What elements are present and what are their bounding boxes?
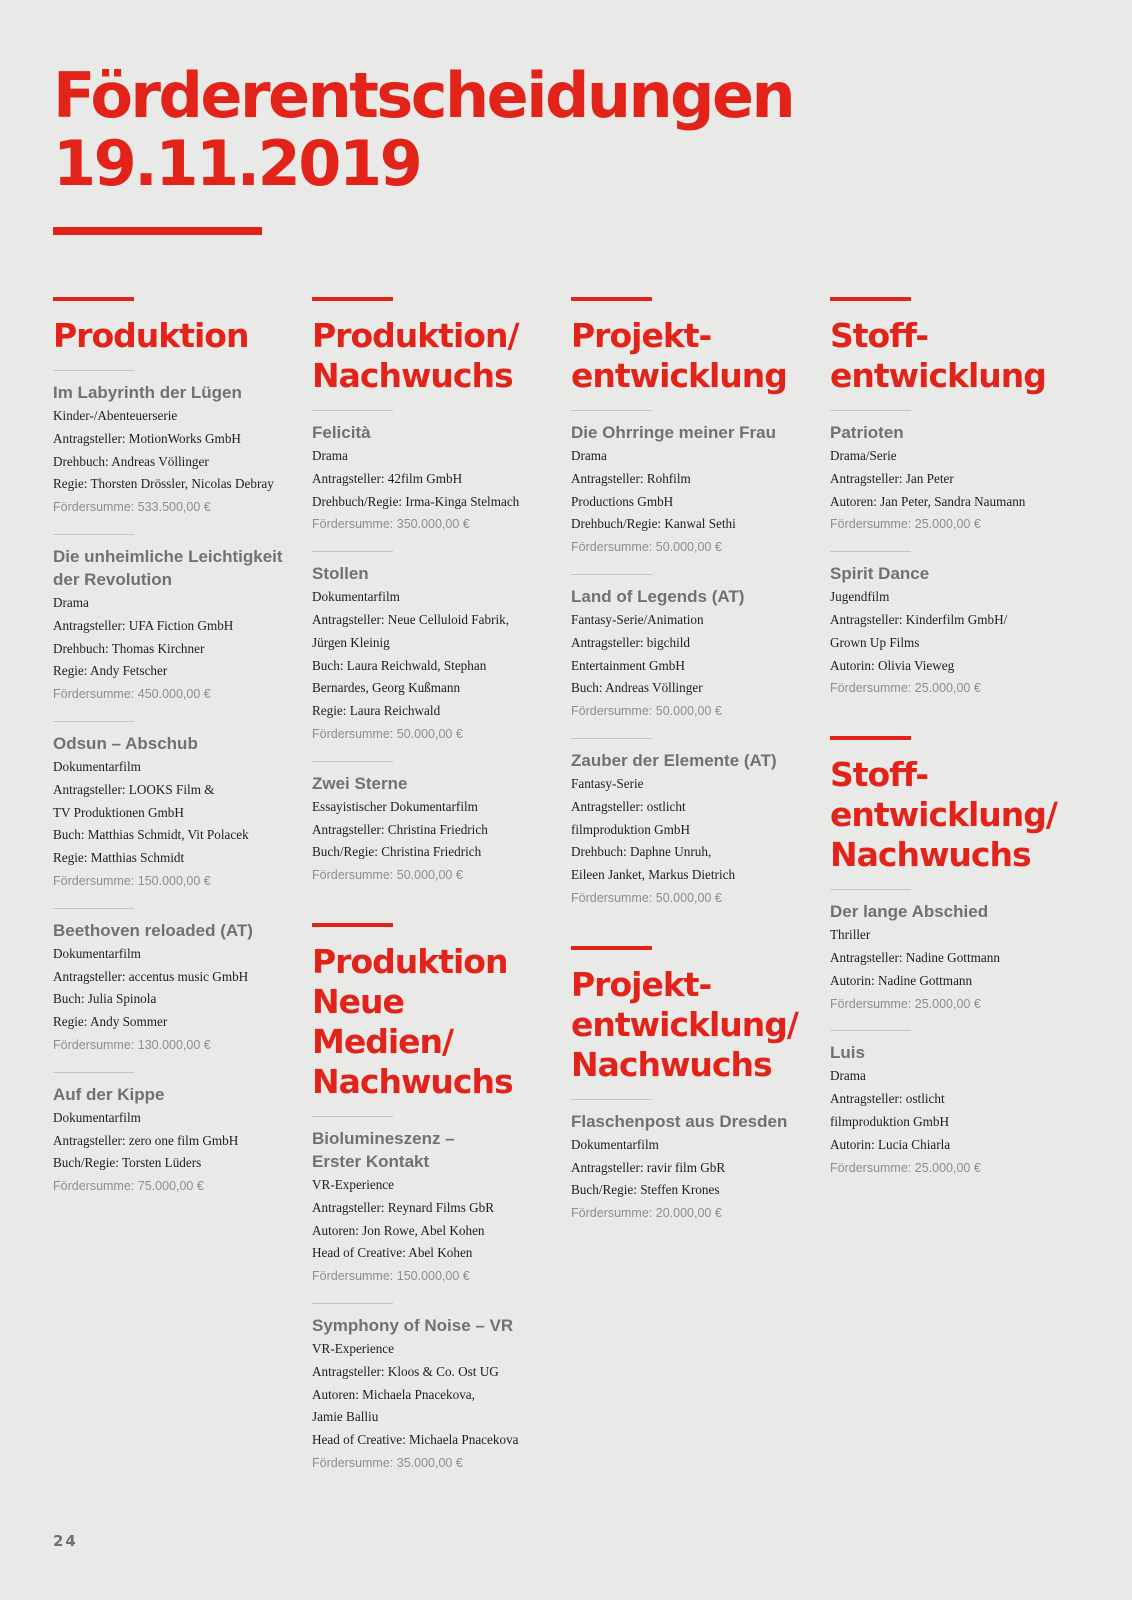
entry-detail: Thriller (830, 927, 871, 943)
funding-entry (312, 1116, 552, 1288)
entry-detail: Antragsteller: MotionWorks GmbH (53, 430, 241, 446)
entry-title: Zwei Sterne (312, 773, 408, 793)
entry-detail: filmproduktion GmbH (830, 1113, 950, 1129)
funding-amount: Fördersumme: 35.000,00 € (312, 1455, 463, 1470)
entry-detail: Antragsteller: Rohfilm (571, 470, 691, 486)
funding-amount: Fördersumme: 150.000,00 € (53, 873, 211, 888)
entry-detail: Antragsteller: ravir film GbR (571, 1159, 726, 1175)
entry-detail: Entertainment GmbH (571, 657, 685, 673)
funding-section (571, 297, 811, 910)
column-3 (571, 297, 811, 1261)
entry-detail: Antragsteller: Kloos & Co. Ost UG (312, 1363, 499, 1379)
entry-detail: Grown Up Films (830, 634, 920, 650)
entry-detail: Antragsteller: ostlicht (571, 798, 686, 814)
entry-divider (53, 908, 134, 909)
entry-detail: Buch: Laura Reichwald, Stephan (312, 657, 487, 673)
entry-detail: Dokumentarfilm (53, 1109, 141, 1125)
entry-detail: Drehbuch: Thomas Kirchner (53, 640, 205, 656)
funding-section (571, 946, 811, 1225)
entry-detail: Head of Creative: Michaela Pnacekova (312, 1432, 519, 1448)
funding-amount: Fördersumme: 25.000,00 € (830, 996, 981, 1011)
entry-detail: Dokumentarfilm (312, 589, 400, 605)
funding-amount: Fördersumme: 50.000,00 € (312, 868, 463, 883)
section-title: Produktion/ Nachwuchs (312, 316, 519, 395)
entry-detail: Autorin: Olivia Vieweg (830, 657, 955, 673)
entry-detail: Antragsteller: 42film GmbH (312, 470, 463, 486)
funding-entry (312, 551, 552, 746)
entry-detail: Antragsteller: zero one film GmbH (53, 1132, 239, 1148)
entry-detail: Antragsteller: Kinderfilm GmbH/ (830, 611, 1008, 627)
entry-divider (830, 410, 911, 411)
entry-divider (830, 1030, 911, 1031)
funding-entry (312, 1303, 552, 1475)
funding-entry (571, 574, 811, 723)
section-title: Stoff- entwicklung (830, 316, 1046, 395)
entry-detail: Antragsteller: bigchild (571, 634, 691, 650)
entry-detail: Jürgen Kleinig (312, 634, 390, 650)
funding-entry (53, 721, 293, 893)
entry-detail: Antragsteller: Neue Celluloid Fabrik, (312, 611, 510, 627)
entry-detail: Drama (830, 1068, 866, 1084)
entry-detail: Head of Creative: Abel Kohen (312, 1245, 473, 1261)
entry-detail: Dokumentarfilm (53, 945, 141, 961)
entry-detail: Dokumentarfilm (571, 1136, 659, 1152)
entry-detail: Buch/Regie: Torsten Lüders (53, 1155, 202, 1171)
entry-detail: Autorin: Lucia Chiarla (830, 1136, 951, 1152)
entry-title: Symphony of Noise – VR (312, 1315, 514, 1335)
title-underline (53, 227, 262, 235)
entry-divider (312, 1116, 393, 1117)
entry-title: Flaschenpost aus Dresden (571, 1111, 788, 1131)
funding-amount: Fördersumme: 25.000,00 € (830, 517, 981, 532)
entry-detail: Autorin: Nadine Gottmann (830, 972, 973, 988)
entry-detail: Autoren: Michaela Pnacekova, (312, 1386, 475, 1402)
entry-detail: Essayistischer Dokumentarfilm (312, 798, 478, 814)
entry-detail: Antragsteller: accentus music GmbH (53, 968, 249, 984)
section-title: Produktion (53, 316, 249, 355)
entry-detail: Antragsteller: Reynard Films GbR (312, 1199, 495, 1215)
entry-detail: Antragsteller: Christina Friedrich (312, 821, 488, 837)
entry-detail: Fantasy-Serie/Animation (571, 611, 704, 627)
entry-detail: Buch/Regie: Christina Friedrich (312, 844, 482, 860)
entry-title: Luis (830, 1043, 865, 1063)
section-rule (571, 297, 652, 301)
page-number: 24 (53, 1532, 78, 1550)
funding-amount: Fördersumme: 350.000,00 € (312, 517, 470, 532)
funding-entry (53, 534, 293, 706)
funding-amount: Fördersumme: 75.000,00 € (53, 1179, 204, 1194)
section-rule (312, 923, 393, 927)
entry-detail: Buch: Julia Spinola (53, 991, 157, 1007)
entry-detail: Buch/Regie: Steffen Krones (571, 1182, 720, 1198)
entry-detail: Regie: Matthias Schmidt (53, 850, 185, 866)
entry-detail: VR-Experience (312, 1176, 395, 1192)
entry-detail: Drama (53, 594, 89, 610)
funding-entry (571, 410, 811, 559)
entry-detail: Antragsteller: ostlicht (830, 1091, 945, 1107)
funding-entry (53, 370, 293, 519)
entry-divider (571, 574, 652, 575)
funding-amount: Fördersumme: 50.000,00 € (312, 726, 463, 741)
entry-detail: Dokumentarfilm (53, 758, 141, 774)
funding-amount: Fördersumme: 50.000,00 € (571, 704, 722, 719)
entry-title: Land of Legends (AT) (571, 586, 745, 606)
funding-entry (571, 1099, 811, 1225)
entry-title: Die unheimliche Leichtigkeit der Revolution (53, 546, 283, 589)
entry-detail: Regie: Andy Sommer (53, 1014, 168, 1030)
entry-title: Odsun – Abschub (53, 733, 198, 753)
funding-amount: Fördersumme: 25.000,00 € (830, 681, 981, 696)
section-rule (312, 297, 393, 301)
entry-detail: Regie: Laura Reichwald (312, 703, 441, 719)
entry-detail: Eileen Janket, Markus Dietrich (571, 867, 736, 883)
funding-entry (830, 889, 1070, 1015)
funding-entry (571, 738, 811, 910)
funding-amount: Fördersumme: 150.000,00 € (312, 1269, 470, 1284)
entry-divider (53, 1072, 134, 1073)
entry-detail: Kinder-/Abenteuerserie (53, 408, 178, 423)
column-2 (312, 297, 552, 1511)
funding-section (830, 736, 1070, 1179)
entry-detail: Antragsteller: UFA Fiction GmbH (53, 617, 234, 633)
funding-section (53, 297, 293, 1198)
entry-detail: Drama/Serie (830, 448, 897, 463)
funding-section (312, 923, 552, 1475)
funding-amount: Fördersumme: 20.000,00 € (571, 1206, 722, 1221)
funding-entry (312, 410, 552, 536)
section-rule (830, 297, 911, 301)
funding-entry (53, 908, 293, 1057)
entry-detail: Drehbuch: Andreas Völlinger (53, 453, 209, 469)
entry-title: Stollen (312, 564, 369, 584)
funding-entry (312, 761, 552, 887)
funding-amount: Fördersumme: 25.000,00 € (830, 1160, 981, 1175)
entry-detail: Jugendfilm (830, 589, 890, 605)
entry-detail: Buch: Andreas Völlinger (571, 680, 703, 696)
funding-entry (53, 1072, 293, 1198)
section-title: Stoff- entwicklung/ Nachwuchs (830, 755, 1057, 875)
funding-entry (830, 410, 1070, 536)
section-title: Projekt- entwicklung (571, 316, 787, 395)
entry-detail: Autoren: Jan Peter, Sandra Naumann (830, 493, 1026, 509)
entry-title: Biolumineszenz – Erster Kontakt (312, 1128, 455, 1171)
funding-amount: Fördersumme: 50.000,00 € (571, 540, 722, 555)
entry-detail: Bernardes, Georg Kußmann (312, 680, 461, 696)
section-title: Projekt- entwicklung/ Nachwuchs (571, 964, 798, 1084)
entry-divider (53, 370, 134, 371)
page-title: Förderentscheidungen 19.11.2019 (53, 59, 794, 200)
entry-title: Patrioten (830, 423, 904, 442)
entry-detail: Productions GmbH (571, 493, 674, 509)
entry-detail: Buch: Matthias Schmidt, Vit Polacek (53, 827, 249, 843)
column-1 (53, 297, 293, 1234)
entry-title: Felicità (312, 423, 371, 442)
entry-detail: Antragsteller: Jan Peter (830, 470, 954, 486)
entry-title: Zauber der Elemente (AT) (571, 750, 777, 770)
entry-title: Beethoven reloaded (AT) (53, 920, 253, 940)
entry-divider (53, 534, 134, 535)
funding-amount: Fördersumme: 50.000,00 € (571, 890, 722, 905)
entry-title: Spirit Dance (830, 564, 930, 584)
entry-title: Die Ohrringe meiner Frau (571, 423, 776, 442)
entry-detail: Antragsteller: Nadine Gottmann (830, 949, 1000, 965)
section-rule (53, 297, 134, 301)
entry-divider (571, 1099, 652, 1100)
entry-detail: TV Produktionen GmbH (53, 804, 184, 820)
entry-divider (830, 551, 911, 552)
entry-detail: Drehbuch: Daphne Unruh, (571, 844, 712, 860)
funding-entry (830, 1030, 1070, 1179)
entry-divider (571, 738, 652, 739)
entry-divider (571, 410, 652, 411)
funding-amount: Fördersumme: 450.000,00 € (53, 687, 211, 702)
entry-title: Auf der Kippe (53, 1084, 165, 1104)
entry-detail: Regie: Thorsten Drössler, Nicolas Debray (53, 476, 274, 492)
entry-detail: Drehbuch/Regie: Kanwal Sethi (571, 516, 736, 532)
entry-detail: Drama (571, 448, 607, 463)
entry-detail: VR-Experience (312, 1340, 395, 1356)
funding-section (312, 297, 552, 887)
entry-divider (830, 889, 911, 890)
entry-divider (53, 721, 134, 722)
funding-entry (830, 551, 1070, 700)
entry-detail: Regie: Andy Fetscher (53, 663, 168, 679)
entry-title: Im Labyrinth der Lügen (53, 383, 242, 402)
entry-detail: Jamie Balliu (312, 1409, 379, 1425)
entry-detail: filmproduktion GmbH (571, 821, 691, 837)
entry-detail: Drehbuch/Regie: Irma-Kinga Stelmach (312, 493, 520, 509)
column-4 (830, 297, 1070, 1215)
entry-detail: Drama (312, 448, 348, 463)
entry-divider (312, 551, 393, 552)
entry-detail: Fantasy-Serie (571, 775, 644, 791)
entry-title: Der lange Abschied (830, 902, 989, 922)
funding-amount: Fördersumme: 130.000,00 € (53, 1037, 211, 1052)
funding-amount: Fördersumme: 533.500,00 € (53, 500, 211, 515)
funding-section (830, 297, 1070, 700)
entry-divider (312, 761, 393, 762)
section-title: Produktion Neue Medien/ Nachwuchs (312, 941, 513, 1101)
entry-divider (312, 1303, 393, 1304)
section-rule (571, 946, 652, 950)
entry-detail: Autoren: Jon Rowe, Abel Kohen (312, 1222, 485, 1238)
entry-detail: Antragsteller: LOOKS Film & (53, 781, 215, 797)
section-rule (830, 736, 911, 740)
entry-divider (312, 410, 393, 411)
